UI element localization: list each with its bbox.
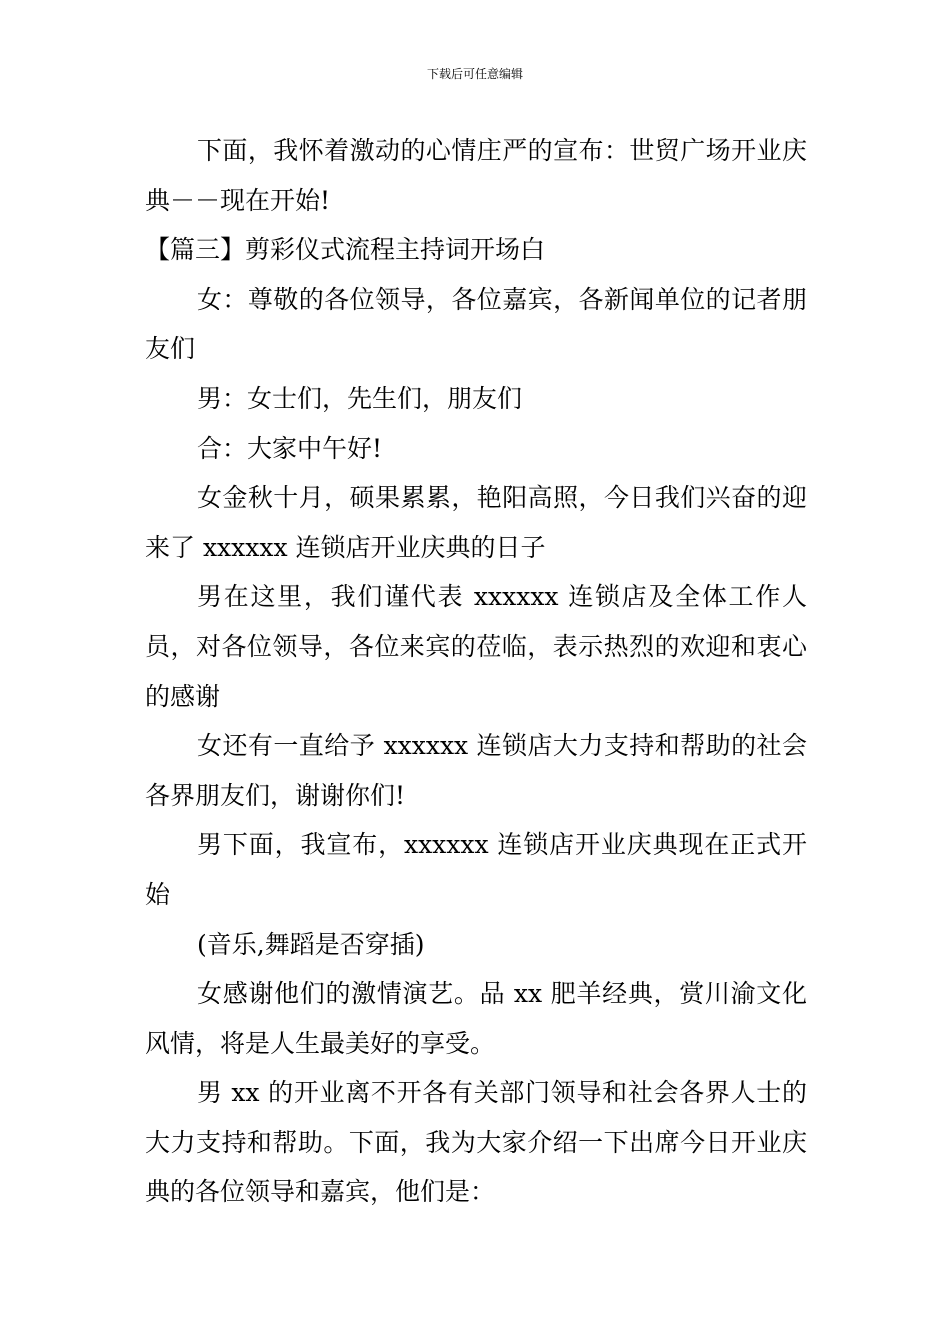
paragraph-announcement: 下面，我怀着激动的心情庄严的宣布：世贸广场开业庆典－－现在开始! [145, 136, 807, 215]
paragraph-male-welcome: 男在这里，我们谨代表 xxxxxx 连锁店及全体工作人员，对各位领导，各位来宾的莅临，表示热烈的欢迎和衷心的感谢 [145, 582, 807, 711]
paragraph-female-thanks: 女还有一直给予 xxxxxx 连锁店大力支持和帮助的社会各界朋友们，谢谢你们! [145, 731, 807, 810]
paragraph-female-autumn: 女金秋十月，硕果累累，艳阳高照，今日我们兴奋的迎来了 xxxxxx 连锁店开业庆典的日子 [145, 483, 807, 562]
page-header-note: 下载后可任意编辑 [426, 67, 523, 81]
paragraph-joint-greeting: 合：大家中午好! [197, 433, 383, 463]
paragraph-female-greeting: 女：尊敬的各位领导，各位嘉宾，各新闻单位的记者朋友们 [145, 284, 807, 364]
paragraph-stage-direction: (音乐,舞蹈是否穿插) [197, 929, 425, 959]
paragraph-male-greeting: 男：女士们，先生们，朋友们 [197, 383, 523, 413]
paragraph-female-performance: 女感谢他们的激情演艺。品 xx 肥羊经典，赏川渝文化风情，将是人生最美好的享受。 [145, 979, 807, 1058]
paragraph-male-introduction: 男 xx 的开业离不开各有关部门领导和社会各界人士的大力支持和帮助。下面，我为大家介绍一下出席今日开业庆典的各位领导和嘉宾，他们是： [145, 1078, 807, 1207]
document-body [145, 126, 807, 1217]
section-heading: 【篇三】剪彩仪式流程主持词开场白 [145, 235, 546, 265]
paragraph-male-declare: 男下面，我宣布，xxxxxx 连锁店开业庆典现在正式开始 [145, 830, 807, 909]
